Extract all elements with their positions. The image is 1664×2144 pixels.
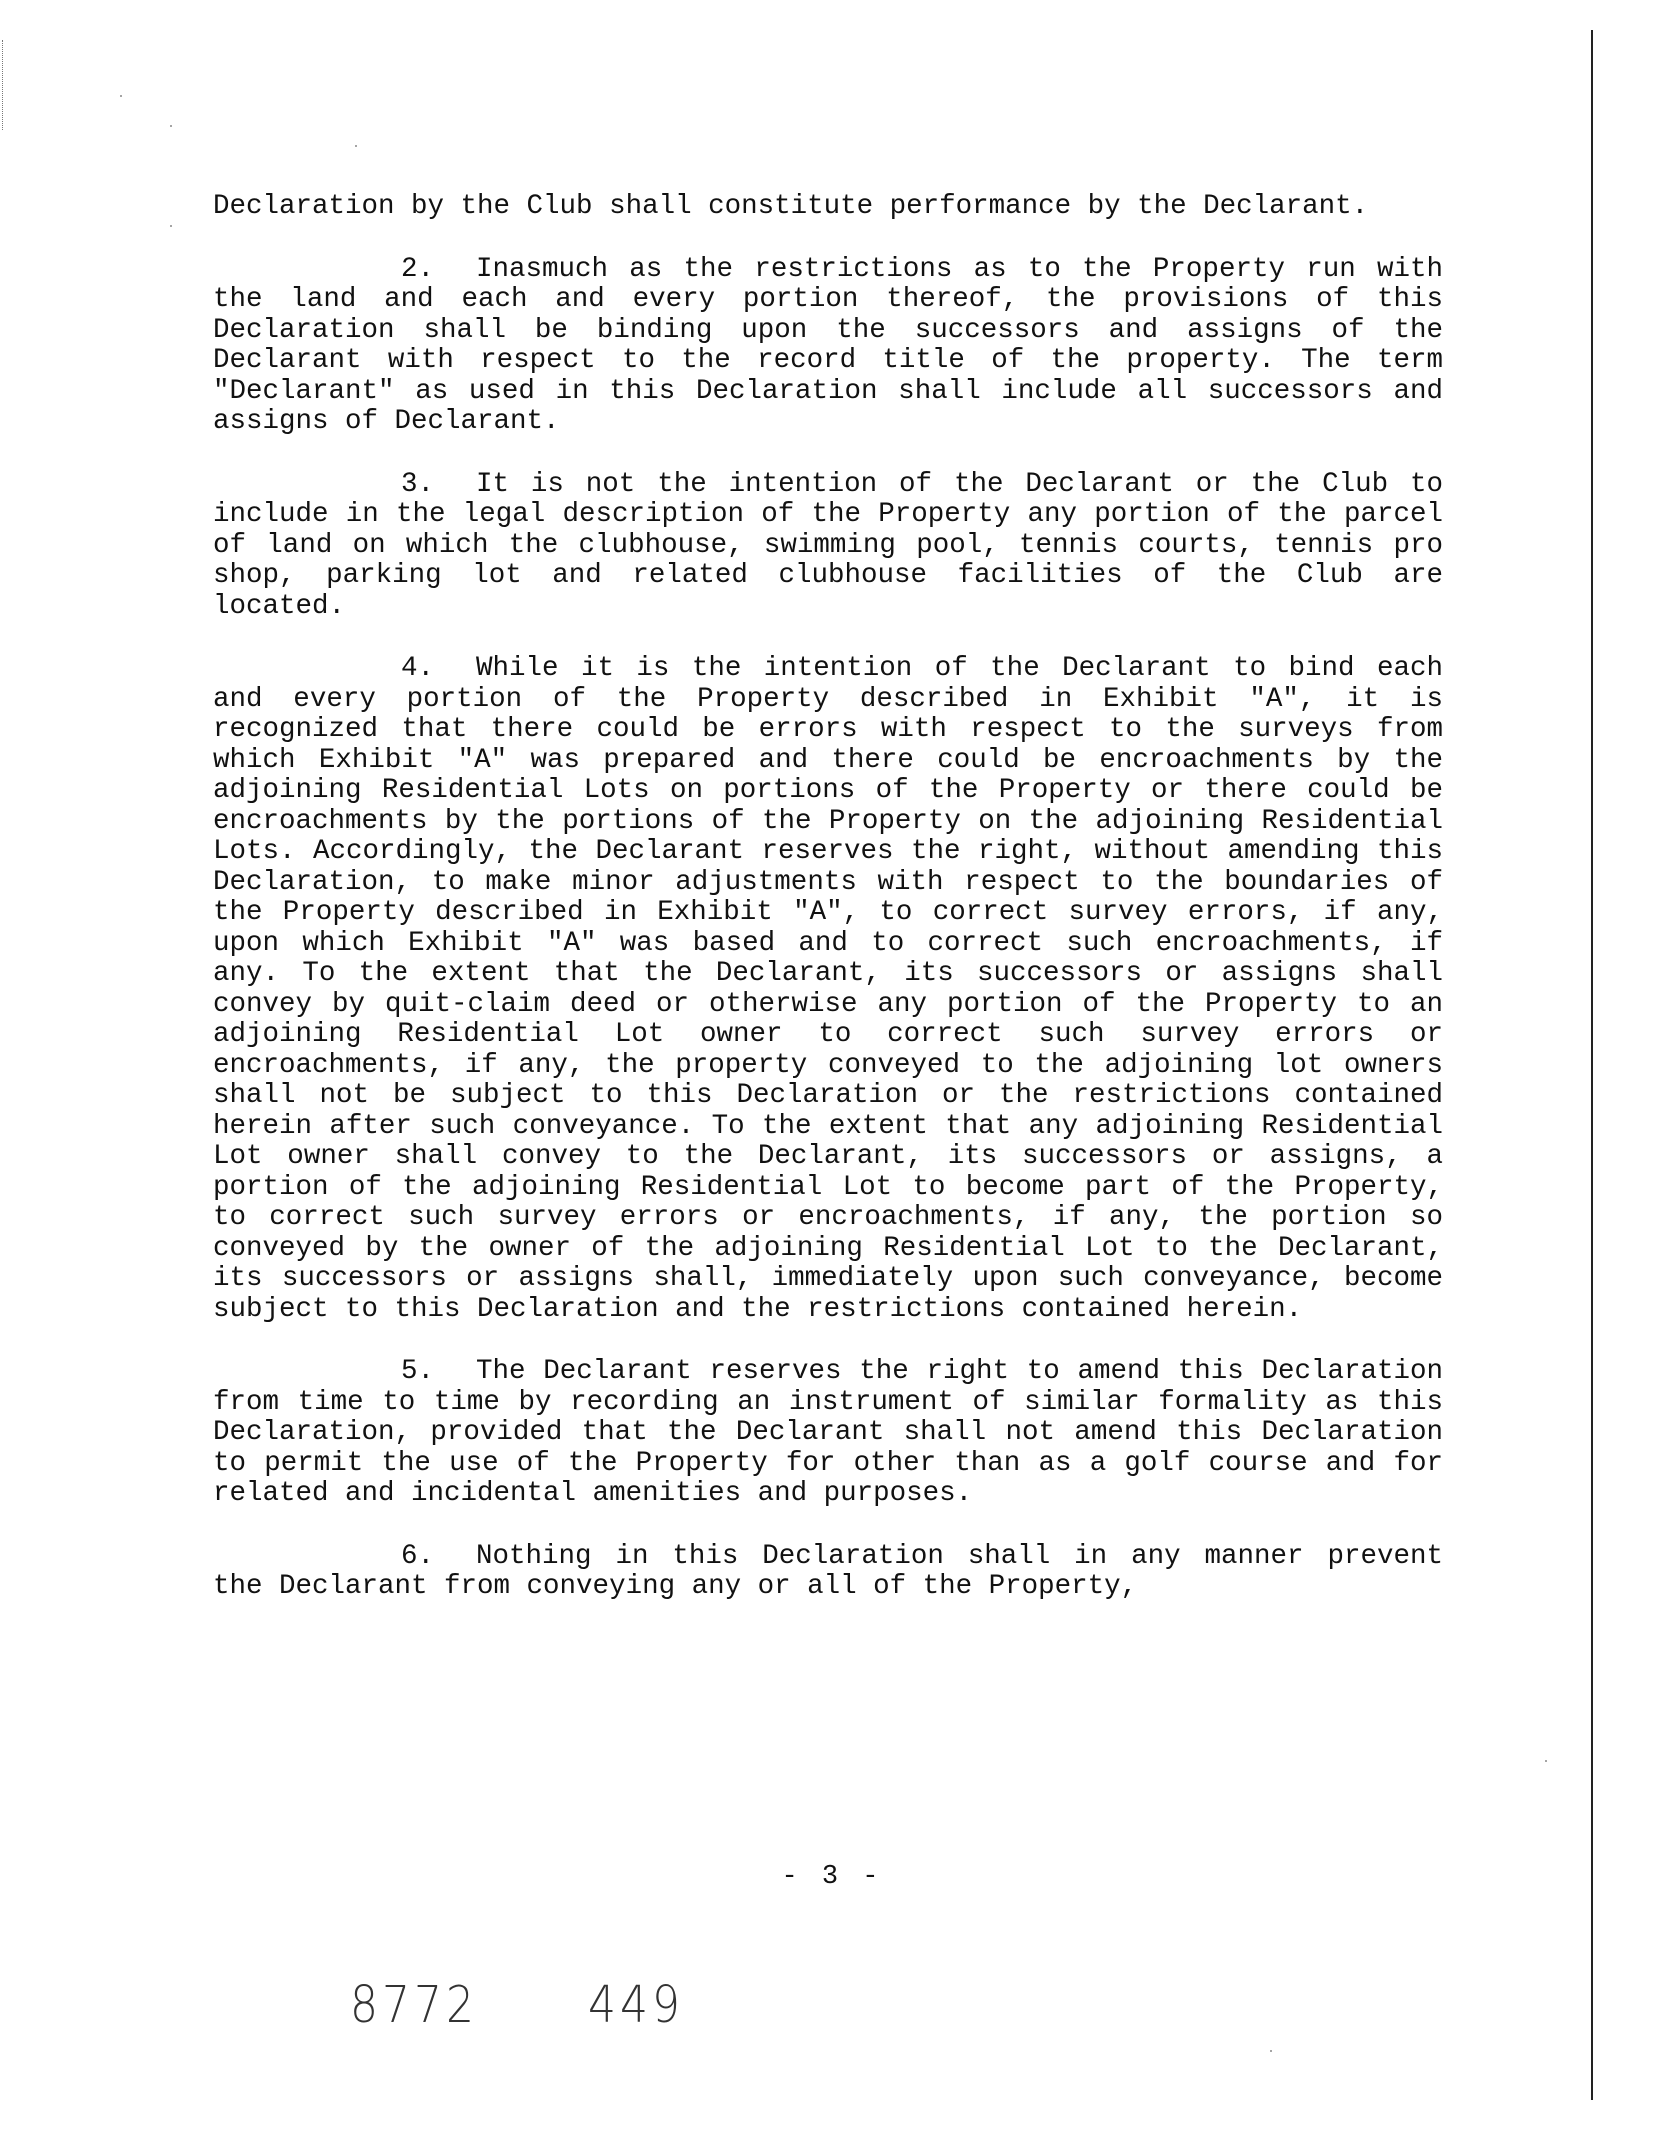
scan-edge-line [1591, 30, 1593, 2100]
paragraph-text: Nothing in this Declaration shall in any manner prevent the Declarant from conveying any or all of the Property, [213, 1540, 1443, 1602]
paragraph-2 [213, 255, 1443, 438]
scan-speck [1545, 1760, 1547, 1762]
scan-speck [1270, 2050, 1272, 2052]
paragraph-number: 3. [401, 468, 435, 500]
paragraph-3 [213, 470, 1443, 623]
paragraph-5 [213, 1357, 1443, 1510]
paragraph-number: 2. [401, 253, 435, 285]
paragraph-text: The Declarant reserves the right to amend this Declaration from time to time by recording an instrument of similar formality as this Declaration, provided that the Declarant shall not amend this Declaration to permit the use of the Property for other than as a golf course and for related and incidental amenities and purposes. [213, 1356, 1443, 1509]
paragraph-number: 4. [401, 653, 435, 684]
continuation-paragraph: Declaration by the Club shall constitute performance by the Declarant. [213, 191, 1369, 222]
paragraph-number: 5. [401, 1356, 435, 1387]
paragraph-4 [213, 654, 1443, 1325]
book-number: 8772 [350, 1976, 478, 2035]
page-number: - 3 - [781, 1862, 883, 1892]
scan-speck [170, 125, 172, 127]
scan-speck [170, 225, 172, 227]
paragraph-text: Inasmuch as the restrictions as to the Property run with the land and each and every portion thereof, the provisions of this Declaration shall be binding upon the successors and assigns of the Declarant with respect to the record title of the property. The term "Declarant" as used in this Declaration shall include all successors and assigns of Declarant. [213, 253, 1443, 437]
paragraph-number: 6. [401, 1540, 435, 1572]
paragraph-text: It is not the intention of the Declarant or the Club to include in the legal description of the Property any portion of the parcel of land on which the clubhouse, swimming pool, tennis courts, tennis pro shop, parking lot and related clubhouse facilities of the Club are located. [213, 468, 1443, 622]
scan-speck [120, 95, 122, 97]
book-page-number: 449 [587, 1976, 684, 2035]
paragraph-6 [213, 1542, 1443, 1603]
scan-edge-marks [2, 40, 7, 130]
paragraph-text: While it is the intention of the Declarant to bind each and every portion of the Property described in Exhibit "A", it is recognized that there could be errors with respect to the surveys from which Exhibit "A" was prepared and there could be encroachments by the adjoining Residential Lots on portions of the Property or there could be encroachments by the portions of the Property on the adjoining Residential Lots. Accordingly, the Declarant reserves the right, without amending this Declaration, to make minor adjustments with respect to the boundaries of the Property described in Exhibit "A", to correct survey errors, if any, upon which Exhibit "A" was based and to correct such encroachments, if any. To the extent that the Declarant, its successors or assigns shall convey by quit-claim deed or otherwise any portion of the Property to an adjoining Residential Lot owner to correct such survey errors or encroachments, if any, the property conveyed to the adjoining lot owners shall not be subject to this Declaration or the restrictions contained herein after such conveyance. To the extent that any adjoining Residential Lot owner shall convey to the Declarant, its successors or assigns, a portion of the adjoining Residential Lot to become part of the Property, to correct such survey errors or encroachments, if any, the portion so conveyed by the owner of the adjoining Residential Lot to the Declarant, its successors or assigns shall, immediately upon such conveyance, become subject to this Declaration and the restrictions contained herein. [213, 653, 1443, 1325]
scan-speck [355, 145, 357, 147]
recording-stamp [350, 1976, 684, 2035]
document-body [213, 192, 1443, 1635]
